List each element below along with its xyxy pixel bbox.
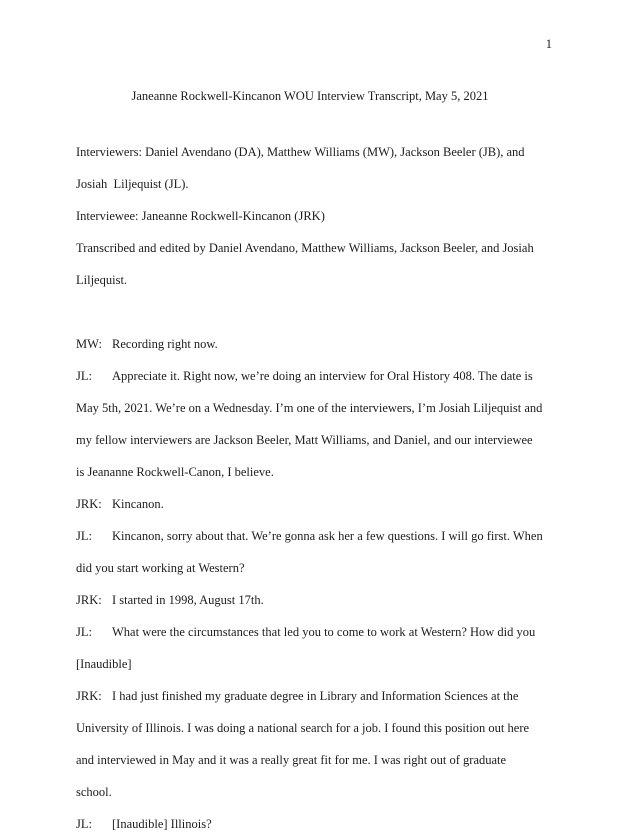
speaker-utterance: I started in 1998, August 17th. (112, 593, 264, 607)
speaker-utterance: [Inaudible] Illinois? (112, 817, 212, 831)
speaker-utterance: Recording right now. (112, 337, 218, 351)
transcript-list (76, 328, 544, 840)
transcript-turn (76, 360, 544, 488)
speaker-label: JL: (76, 625, 92, 639)
speaker-utterance: Kincanon, sorry about that. We’re gonna ask her a few questions. I will go first. When did you start working at Western? (76, 529, 543, 575)
speaker-label: JRK: (76, 689, 102, 703)
transcription-credits-line: Transcribed and edited by Daniel Avendano, Matthew Williams, Jackson Beeler, and Josiah Liljequist. (76, 241, 537, 287)
speaker-utterance: Kincanon. (112, 497, 164, 511)
transcript-turn (76, 488, 544, 520)
speaker-label: JL: (76, 529, 92, 543)
transcript-turn (76, 584, 544, 616)
transcript-turn (76, 808, 544, 840)
page-number: 1 (545, 37, 552, 51)
speaker-label: JRK: (76, 593, 102, 607)
speaker-label: JRK: (76, 497, 102, 511)
speaker-utterance: I had just finished my graduate degree in Library and Information Sciences at the University of Illinois. I was doing a national search for a job. I found this position out here and interviewed in May and it was a really great fit for me. I was right out of graduate school. (76, 689, 530, 799)
section-spacer (76, 296, 544, 328)
speaker-label: MW: (76, 337, 102, 351)
transcript-turn (76, 616, 544, 680)
transcript-turn (76, 680, 544, 808)
document-body (76, 86, 544, 840)
speaker-utterance: Appreciate it. Right now, we’re doing an interview for Oral History 408. The date is May 5th, 2021. We’re on a Wednesday. I’m one of the interviewers, I’m Josiah Liljequist and my fellow interviewers are Jackson Beeler, Matt Williams, and Daniel, and our interviewee is Jeananne Rockwell-Canon, I believe. (76, 369, 543, 479)
transcript-turn (76, 328, 544, 360)
speaker-label: JL: (76, 817, 92, 831)
speaker-utterance: What were the circumstances that led you to come to work at Western? How did you [Inaudible] (76, 625, 536, 671)
interviewee-line: Interviewee: Janeanne Rockwell-Kincanon (JRK) (76, 209, 325, 223)
transcript-turn (76, 520, 544, 584)
speaker-label: JL: (76, 369, 92, 383)
document-title: Janeanne Rockwell-Kincanon WOU Interview Transcript, May 5, 2021 (131, 89, 489, 103)
interviewers-line: Interviewers: Daniel Avendano (DA), Matthew Williams (MW), Jackson Beeler (JB), and Josiah Liljequist (JL). (76, 145, 528, 191)
